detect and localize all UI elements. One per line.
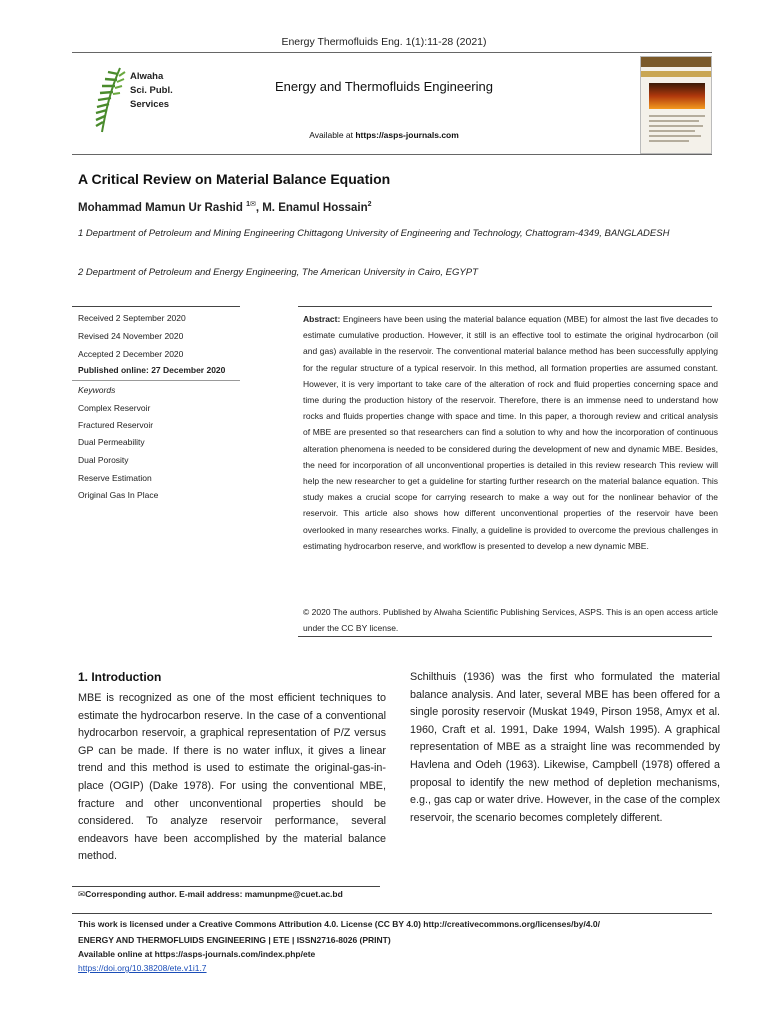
palm-leaf-icon: [92, 64, 132, 136]
footnote-rule: [72, 886, 380, 887]
keyword-item: Complex Reservoir: [78, 403, 151, 413]
header-rule: [72, 52, 712, 53]
keyword-item: Reserve Estimation: [78, 473, 152, 483]
keywords-label: Keywords: [78, 385, 116, 395]
journal-issn-line: ENERGY AND THERMOFLUIDS ENGINEERING | ETE | ISSN2716-8026 (PRINT): [78, 935, 391, 945]
license-line: This work is licensed under a Creative Commons Attribution 4.0. License (CC BY 4.0) http://creativecommons.org/licenses/by/4.0/: [78, 919, 600, 929]
section-heading: 1. Introduction: [78, 670, 162, 684]
keyword-item: Dual Permeability: [78, 437, 145, 447]
corresponding-author-note: ✉Corresponding author. E-mail address: mamunpme@cuet.ac.bd: [78, 889, 343, 899]
abstract-bottom-rule: [298, 636, 712, 637]
abstract-rule: [298, 306, 712, 307]
journal-cover-thumbnail: [640, 56, 712, 154]
logo-text: Alwaha Sci. Publ. Services: [130, 71, 173, 110]
keyword-item: Dual Porosity: [78, 455, 129, 465]
running-header: Energy Thermofluids Eng. 1(1):11-28 (2021): [281, 36, 487, 48]
revised-date: Revised 24 November 2020: [78, 331, 184, 341]
article-title: A Critical Review on Material Balance Equation: [78, 171, 391, 187]
received-date: Received 2 September 2020: [78, 313, 186, 323]
online-availability: Available online at https://asps-journals.com/index.php/ete: [78, 949, 316, 959]
journal-url[interactable]: https://asps-journals.com: [355, 130, 459, 140]
author-list: Mohammad Mamun Ur Rashid $^{1✉}$, M. Enamul Hossain$^2$: [78, 201, 372, 214]
publisher-logo: [92, 64, 176, 136]
body-paragraph-right: Schilthuis (1936) was the first who formulated the material balance analysis. And later, several MBE has been offered for a single porosity reservoir (Muskat 1949, Pirson 1958, Amyx et al. 1960, Craft et al. 1991, Dake 1994, Walsh 1995). A graphical representation of MBE as a straight line was recommended by Havlena and Odeh (1963). Likewise, Campbell (1978) offered a proposal to identify the new method of depletion mechanisms, e.g., gas cap or water drive. However, in the case of the complex reservoir, the scenario becomes completely different.: [410, 671, 720, 824]
body-paragraph-left: MBE is recognized as one of the most efficient techniques to estimate the hydrocarbon reserve. In the case of a conventional hydrocarbon reservoir, a graphical representation of P/Z versus GP can be made. If there is no water influx, it gives a linear trend and this method is used to estimate the original-gas-in-place (OGIP) (Dake 1978). For using the conventional MBE, fracture and other unconventional properties should be considered. To analyze reservoir performance, several endeavors have been accomplished by the material balance method.: [78, 692, 386, 863]
keyword-item: Fractured Reservoir: [78, 420, 154, 430]
keyword-item: Original Gas In Place: [78, 490, 159, 500]
flame-image: [649, 83, 705, 109]
abstract: [303, 311, 718, 554]
abstract-label: Abstract:: [303, 314, 341, 324]
footer-rule: [72, 913, 712, 914]
journal-availability: Available at https://asps-journals.com: [309, 130, 459, 140]
header-bottom-rule: [72, 154, 712, 155]
journal-name: Energy and Thermofluids Engineering: [274, 79, 493, 94]
affiliation-2: 2 Department of Petroleum and Energy Engineering, The American University in Cairo, EGYPT: [78, 267, 478, 278]
published-date: Published online: 27 December 2020: [78, 365, 226, 375]
affiliation-1: 1 Department of Petroleum and Mining Engineering Chittagong University of Engineering and Technology, Chattogram-4349, BANGLADESH: [78, 228, 670, 239]
info-rule: [72, 306, 240, 307]
accepted-date: Accepted 2 December 2020: [78, 349, 184, 359]
doi-link[interactable]: https://doi.org/10.38208/ete.v1i1.7: [78, 963, 207, 973]
copyright-notice: © 2020 The authors. Published by Alwaha Scientific Publishing Services, ASPS. This is an open access article under the CC BY license.: [303, 607, 718, 633]
abstract-text: Engineers have been using the material balance equation (MBE) for almost the last five decades to estimate cumulative production. However, it still is an effective tool to estimate the original hydrocarbon (oil and gas) available in the reservoir. The conventional material balance method has been successfully applying for the regular structure of a typical reservoir. In this method, all formation properties are assumed constant. However, it is very important to take care of the alteration of rock and fluid properties concerning space and time during the production history of the reservoir. Therefore, there is an immense need to understand how rocks and fluids properties change with space and time. In this paper, a thorough review and critical analysis of MBE are presented so that researchers can find a solution to why and how the incorporation of continuous alteration phenomena is needed to be considered during the development of new and dynamic MBE. Besides, the need for incorporation of all unconventional properties is detailed in this review research This review will help the new researcher to get a guideline for starting further research on the material balance equation. This study makes a crucial scope for carrying research to make a way out for the nonlinear behavior of the reservoir. This article also shows how different unconventional properties of the reservoir have been overlooked in many researches works. Finally, a guideline is provided to overcome the previous challenges in estimating hydrocarbon reserve, and workflow is presented to develop a new dynamic MBE.: [303, 314, 718, 551]
info-divider: [72, 380, 240, 381]
